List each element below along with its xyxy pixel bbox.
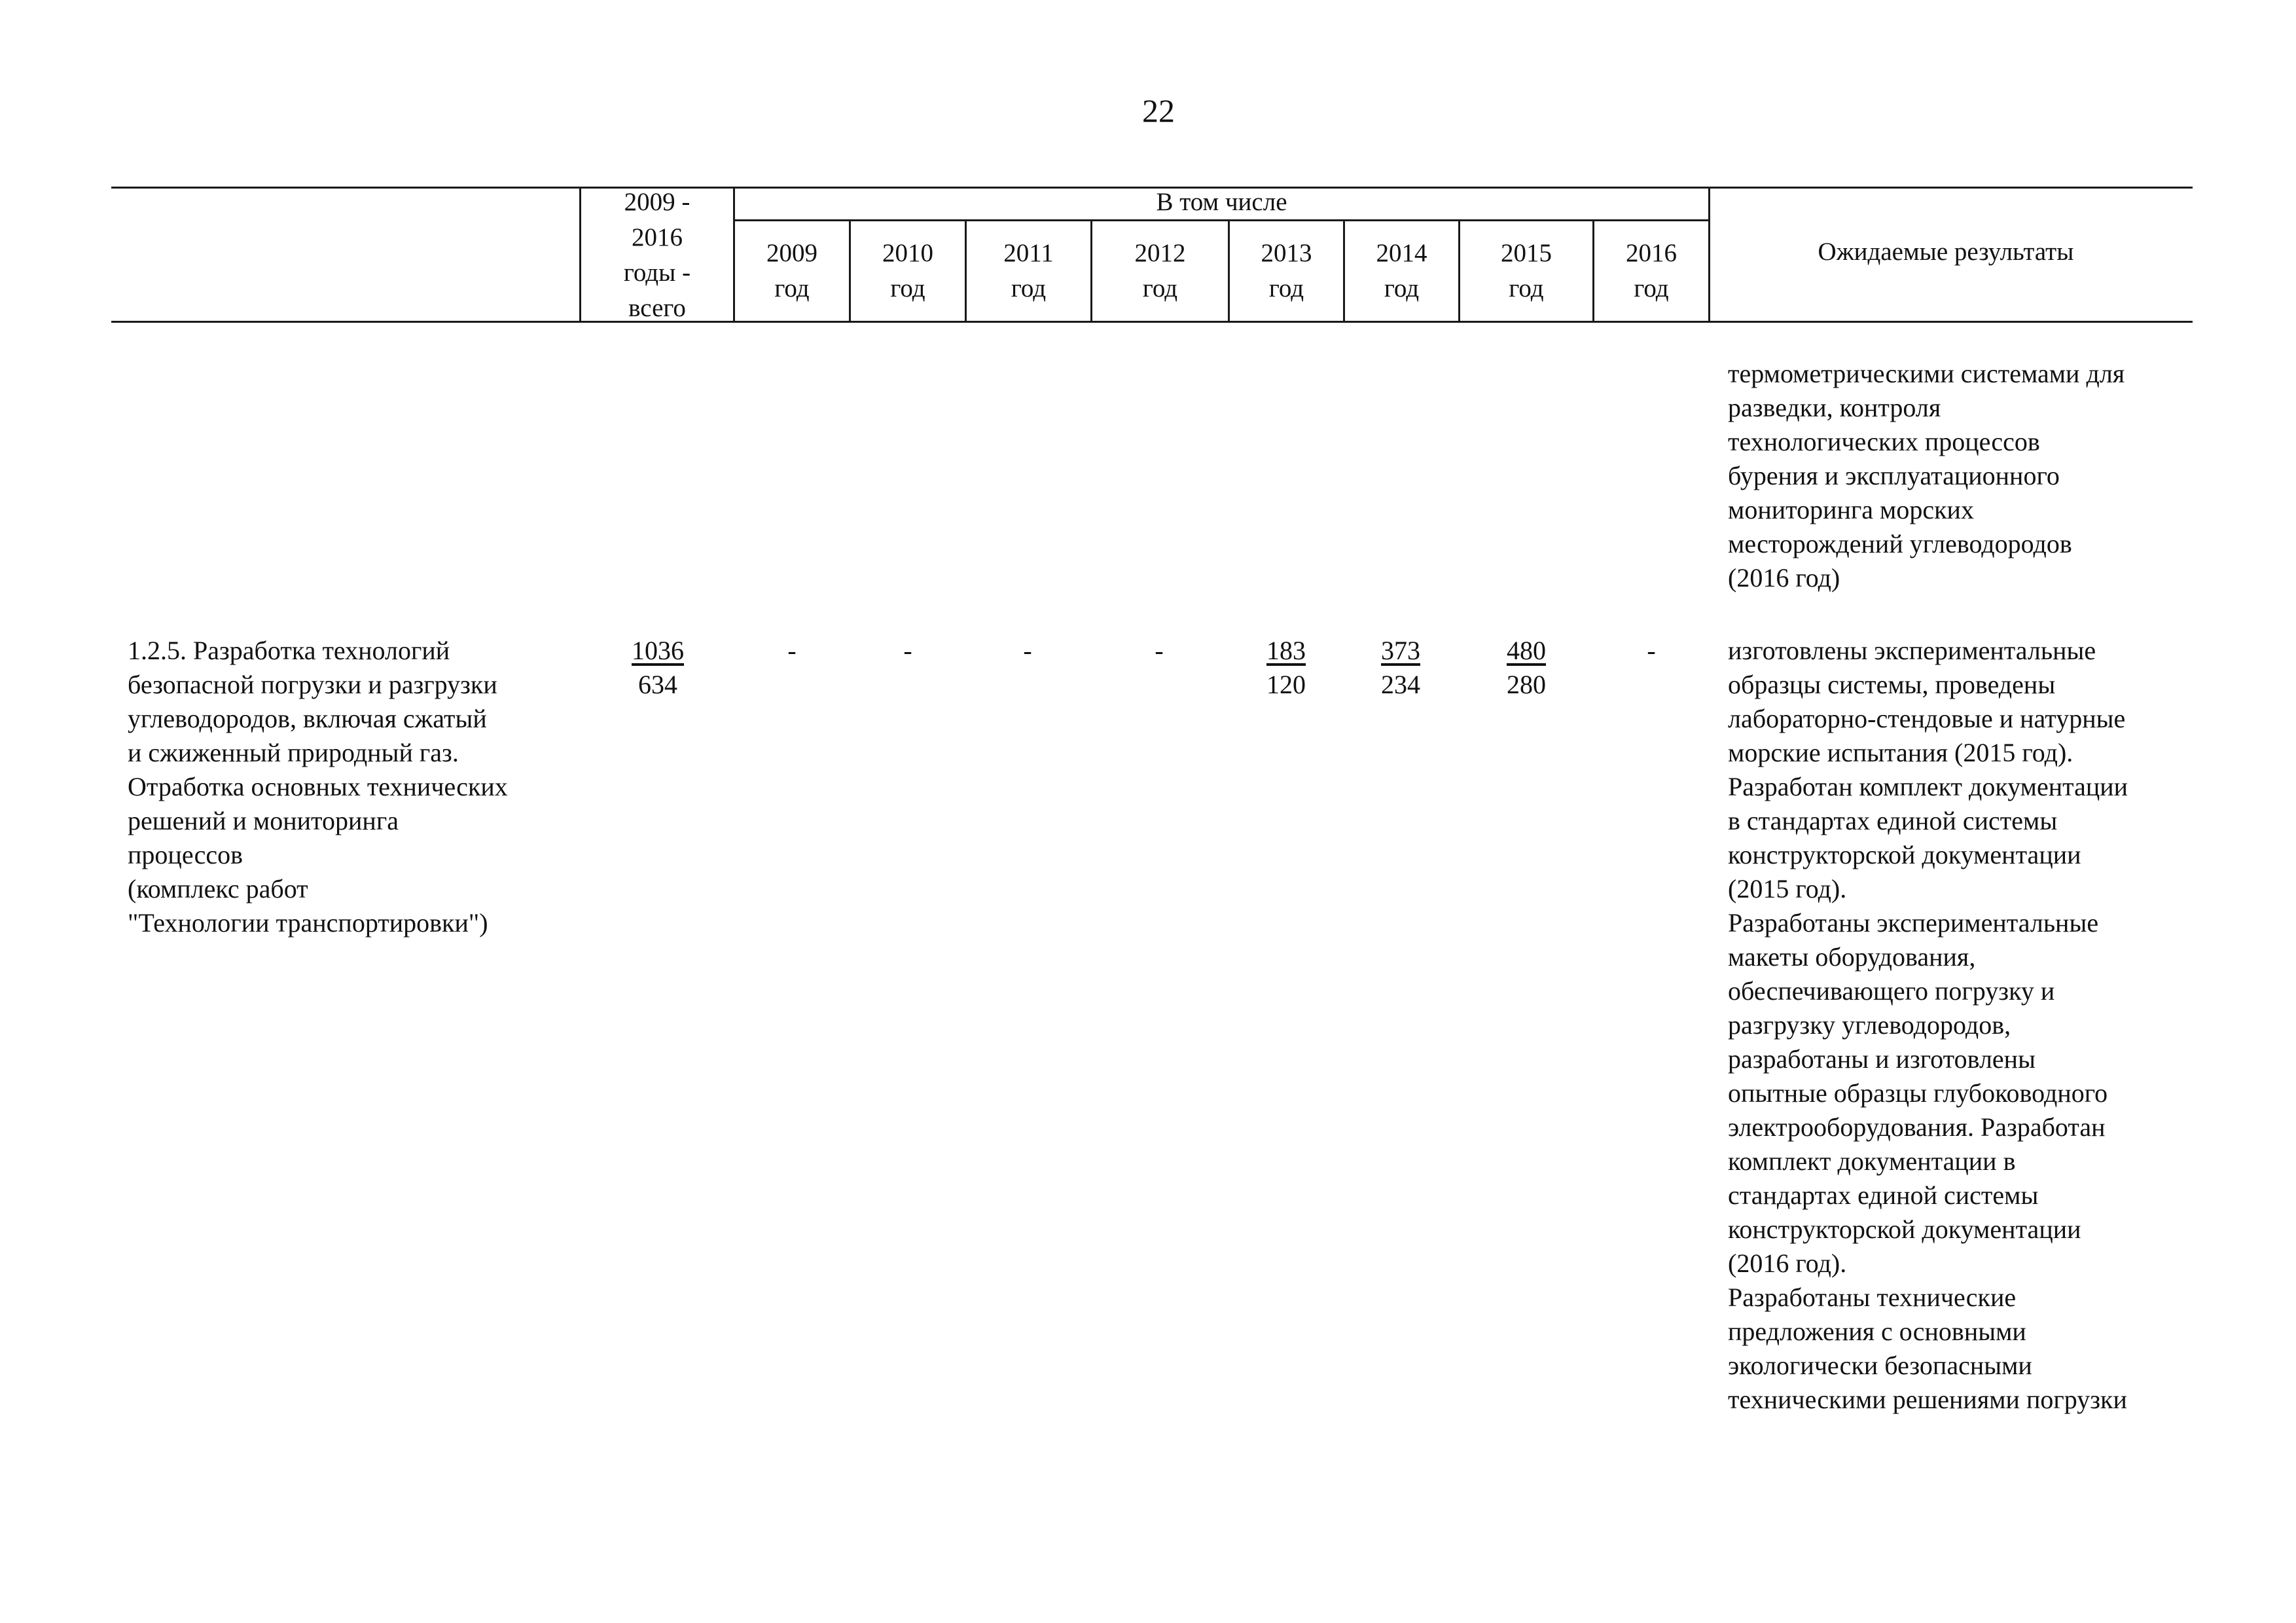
text-line: разведки, контроля xyxy=(1728,393,1941,422)
text-line: опытные образцы глубоководного xyxy=(1728,1078,2108,1108)
text-line: мониторинга морских xyxy=(1728,495,1974,524)
header-total-line: годы - xyxy=(623,259,691,287)
header-year-2016: 2016 год xyxy=(1626,239,1677,302)
value-2010: - xyxy=(903,636,912,665)
header-total-line: всего xyxy=(628,294,686,322)
text-line: (2016 год) xyxy=(1728,563,1840,593)
text-line: безопасной погрузки и разгрузки xyxy=(128,670,497,699)
header-bottom-rule xyxy=(111,321,2193,323)
text-line: Разработаны технические xyxy=(1728,1283,2017,1312)
text-line: образцы системы, проведены xyxy=(1728,670,2056,699)
text-line: обеспечивающего погрузку и xyxy=(1728,976,2055,1006)
value-2014 xyxy=(1361,634,1440,702)
text-line: макеты оборудования, xyxy=(1728,942,1976,972)
text-line: бурения и эксплуатационного xyxy=(1728,461,2060,490)
text-line: Отработка основных технических xyxy=(128,772,508,801)
text-line: технологических процессов xyxy=(1728,427,2040,456)
text-line: и сжиженный природный газ. xyxy=(128,738,459,767)
text-line: месторождений углеводородов xyxy=(1728,529,2072,558)
text-line: разгрузку углеводородов, xyxy=(1728,1010,2011,1040)
text-line: техническими решениями погрузки xyxy=(1728,1385,2127,1414)
value-2013 xyxy=(1247,634,1325,702)
year-amount-part: 234 xyxy=(1381,670,1420,699)
value-2011: - xyxy=(1023,636,1032,665)
year-amount-part: 120 xyxy=(1266,670,1306,699)
text-line: конструкторской документации xyxy=(1728,1214,2081,1244)
text-line: разработаны и изготовлены xyxy=(1728,1044,2036,1074)
text-line: решений и мониторинга xyxy=(128,806,399,835)
header-results-label: Ожидаемые результаты xyxy=(1818,238,2074,266)
header-year-2014: 2014 год xyxy=(1376,239,1427,302)
header-group-label: В том числе xyxy=(1156,188,1287,216)
year-amount: 480 xyxy=(1507,636,1546,665)
text-line: лабораторно-стендовые и натурные xyxy=(1728,704,2126,733)
header-year-2011: 2011 год xyxy=(1003,239,1054,302)
row-title xyxy=(128,634,586,940)
total-amount-part: 634 xyxy=(638,670,677,699)
text-line: изготовлены экспериментальные xyxy=(1728,636,2096,665)
header-total-line: 2009 - xyxy=(624,188,691,216)
row-results xyxy=(1728,634,2251,1417)
text-line: (2015 год). xyxy=(1728,874,1847,903)
header-year-2010: 2010 год xyxy=(882,239,933,302)
value-2015 xyxy=(1487,634,1566,702)
text-line: (комплекс работ xyxy=(128,874,308,903)
text-line: (2016 год). xyxy=(1728,1249,1847,1278)
value-2016: - xyxy=(1647,636,1656,665)
text-line: предложения с основными xyxy=(1728,1317,2026,1346)
row-total-value xyxy=(619,634,697,702)
results-continuation xyxy=(1728,357,2225,595)
text-line: процессов xyxy=(128,840,243,869)
header-year-2013: 2013 год xyxy=(1261,239,1312,302)
total-amount: 1036 xyxy=(632,636,684,665)
text-line: экологически безопасными xyxy=(1728,1351,2032,1380)
text-line: морские испытания (2015 год). xyxy=(1728,738,2073,767)
year-amount: 183 xyxy=(1266,636,1306,665)
text-line: конструкторской документации xyxy=(1728,840,2081,869)
year-amount: 373 xyxy=(1381,636,1420,665)
text-line: стандартах единой системы xyxy=(1728,1180,2039,1210)
header-year-2015: 2015 год xyxy=(1501,239,1552,302)
header-year-2009: 2009 год xyxy=(766,239,817,302)
page-number: 22 xyxy=(1142,92,1175,129)
text-line: в стандартах единой системы xyxy=(1728,806,2058,835)
text-line: Разработан комплект документации xyxy=(1728,772,2128,801)
text-line: "Технологии транспортировки") xyxy=(128,908,488,938)
text-line: термометрическими системами для xyxy=(1728,359,2125,388)
header-total-period xyxy=(581,185,733,326)
year-amount-part: 280 xyxy=(1507,670,1546,699)
text-line: углеводородов, включая сжатый xyxy=(128,704,487,733)
text-line: комплект документации в xyxy=(1728,1146,2016,1176)
text-line: 1.2.5. Разработка технологий xyxy=(128,636,450,665)
header-year-2012: 2012 год xyxy=(1134,239,1186,302)
text-line: Разработаны экспериментальные xyxy=(1728,908,2099,938)
text-line: электрооборудования. Разработан xyxy=(1728,1112,2106,1142)
value-2012: - xyxy=(1155,636,1164,665)
value-2009: - xyxy=(787,636,797,665)
header-total-line: 2016 xyxy=(632,223,683,251)
